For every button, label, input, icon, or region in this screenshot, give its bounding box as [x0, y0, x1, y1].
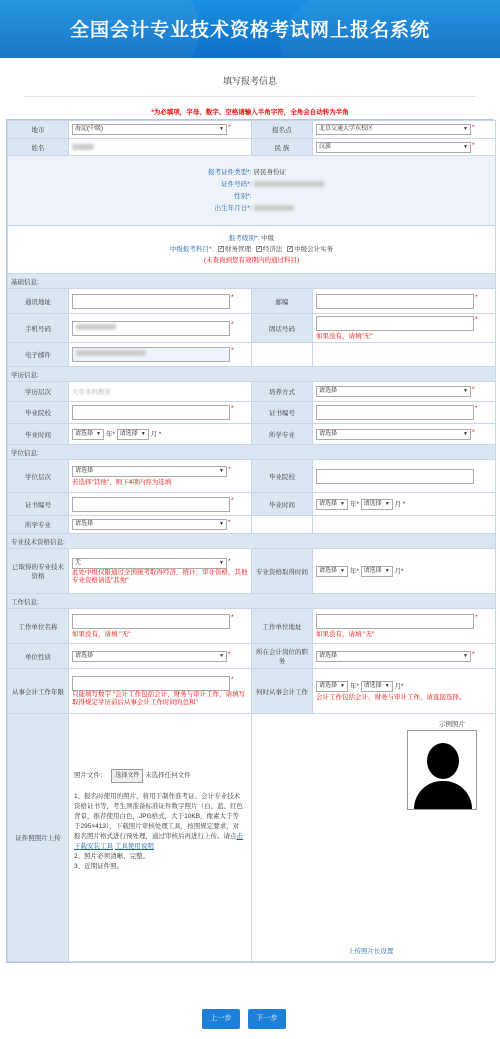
degree-time-label: 毕业时间: [252, 493, 313, 516]
id-info-block: [8, 156, 496, 226]
unit-addr-label: 工作单位地址: [252, 609, 313, 644]
choose-file-button[interactable]: 选择文件: [111, 769, 143, 783]
id-number-redacted: [254, 181, 324, 187]
edu-mode-label: 培养方式: [252, 382, 313, 402]
download-tool-link[interactable]: 击下载安装工具: [74, 833, 243, 850]
gender-label: 性别*:: [234, 192, 252, 200]
site-select[interactable]: 北京交通大学东校区 ▼: [316, 124, 471, 135]
birth-label: 出生年月日*:: [214, 204, 252, 212]
unit-type-select[interactable]: 请选择 ▼: [72, 651, 227, 662]
start-year-select[interactable]: 请选择 ▼: [316, 681, 348, 692]
tech-obtained-label: 已取得的专业技术资格: [8, 549, 69, 594]
edu-cert-input[interactable]: [316, 405, 474, 420]
unit-name-label: 工作单位名称: [8, 609, 69, 644]
name-value-redacted: [72, 144, 94, 150]
start-month-unit: 月*: [394, 683, 404, 691]
edu-level-label: 学历层次: [8, 382, 69, 402]
subject-3: 中级会计实务: [294, 246, 334, 253]
file-status: 未选择任何文件: [145, 772, 191, 779]
edu-time-label: 毕业时间: [8, 424, 69, 445]
subject-1: 财务管理: [225, 246, 252, 253]
region-select[interactable]: 海淀(中级) ▼: [72, 124, 227, 135]
unit-name-input[interactable]: [72, 614, 230, 629]
postcode-input[interactable]: [316, 294, 474, 309]
photo-instruction-3: 3、近期证件照。: [74, 863, 124, 870]
subject-2: 经济法: [262, 246, 283, 253]
photo-instruction-1: 1、报名时使用的照片，将用于制作准考证、会计专业技术资格证书等，考生须准备标准证件数字照片（白、蓝、红色背景，推荐使用白色，JPG格式，大于10KB，像素大于等于295×413），下载照片审核处理工具，按照规定要求，对报名照片格式进行预处理，通过审核后再进行上传。请点: [74, 793, 243, 840]
section-basic: 基础信息:: [8, 274, 496, 289]
degree-month-unit: 月 *: [394, 500, 406, 508]
unit-type-label: 单位性质: [8, 644, 69, 669]
postcode-label: 邮编: [252, 289, 313, 314]
degree-major-label: 所学专业: [8, 516, 69, 534]
ethnic-label: 民 族: [252, 139, 313, 156]
photo-instruction-2: 2、照片必须清晰、完整。: [74, 853, 150, 860]
section-work: 工作信息:: [8, 594, 496, 609]
years-input[interactable]: [72, 676, 230, 691]
edu-school-input[interactable]: [72, 405, 230, 420]
subtitle-divider: [24, 96, 476, 97]
degree-cert-label: 证书编号: [8, 493, 69, 516]
edu-year-unit: 年*: [105, 430, 115, 438]
start-note: 会计工作包括会计、财务与审计工作，请直接选择。: [316, 694, 466, 701]
phone-input[interactable]: [316, 316, 474, 331]
level-value: 中级: [261, 235, 275, 242]
subject-checkbox-1[interactable]: [218, 246, 224, 252]
subject-checkbox-3[interactable]: [287, 246, 293, 252]
tech-time-label: 专业资格取得时间: [252, 549, 313, 594]
subject-checkbox-2[interactable]: [256, 246, 262, 252]
tech-obtained-select[interactable]: 无 ▼: [72, 558, 227, 569]
years-label: 从事会计工作年限: [8, 669, 69, 714]
degree-select[interactable]: 请选择 ▼: [72, 466, 227, 477]
level-label: 报考级别*:: [228, 235, 260, 242]
required-notice: *为必填项，字母、数字、空格请输入半角字符，全角会自动转为半角: [151, 109, 349, 116]
unit-addr-input[interactable]: [316, 614, 474, 629]
degree-school-label: 毕业院校: [252, 460, 313, 493]
tech-month-select[interactable]: 请选择 ▼: [361, 566, 393, 577]
start-month-select[interactable]: 请选择 ▼: [361, 681, 393, 692]
address-input[interactable]: [72, 294, 230, 309]
edu-year-select[interactable]: 请选择 ▼: [72, 429, 104, 440]
edu-mode-select[interactable]: 请选择 ▼: [316, 386, 471, 397]
degree-label: 学位层次: [8, 460, 69, 493]
ethnic-select[interactable]: 汉族 ▼: [316, 142, 471, 153]
degree-major-select[interactable]: 请选择 ▼: [72, 519, 227, 530]
photo-settings-link[interactable]: 上传照片长设置: [348, 948, 394, 955]
tech-month-unit: 月*: [394, 567, 404, 575]
years-note: 只能填写数字 "会计工作包括会计、财务与审计工作，请填写取得规定学历前后从事会计工作时间的总和": [72, 690, 246, 706]
mobile-input[interactable]: [72, 321, 230, 336]
degree-month-select[interactable]: 请选择 ▼: [361, 499, 393, 510]
degree-school-input[interactable]: [316, 469, 474, 484]
edu-school-label: 毕业院校: [8, 402, 69, 424]
edu-major-label: 所学专业: [252, 424, 313, 445]
page-subtitle: 填写报考信息: [222, 76, 277, 86]
edu-major-select[interactable]: 请选择 ▼: [316, 429, 471, 440]
degree-note: 若选择"其他"，则下4项内容为选填: [72, 479, 172, 486]
tech-obtained-note: 此处中级仅限通过全国统考取得经济、统计、审计资格，其他专业资格请选"其他": [72, 568, 248, 584]
photo-label: 证件照照片上传: [8, 714, 69, 962]
position-label: 所在会计岗位的职务: [252, 644, 313, 669]
start-label: 何时从事会计工作: [252, 669, 313, 714]
app-title: 全国会计专业技术资格考试网上报名系统: [69, 20, 430, 41]
mobile-label: 手机号码: [8, 314, 69, 343]
section-edu: 学历信息:: [8, 367, 496, 382]
position-select[interactable]: 请选择 ▼: [316, 651, 471, 662]
subjects-note: (未查询到您有效期内的通过科目): [203, 257, 300, 264]
site-label: 报名点: [252, 121, 313, 139]
name-label: 姓名: [8, 139, 69, 156]
level-block: [8, 226, 496, 274]
degree-year-unit: 年*: [349, 500, 359, 508]
registration-form: 地市 海淀(中级) ▼ * 报名点 北京交通大学东校区 ▼ * 姓名 民 族 汉族 ▼ * 报考证件类型*: 居民身份证 证件号码*: 性别*: 出生年月日*: 报考级别*: 中级 中级报考科目*: ✓ 财务管理 ✓ 经济法 ✓ 中级会计实务 (未查询到您有效期内的通过科目) 基础信息: 通讯地址 * 邮编 * 手机号码 * 固话号码 * 如果没有，请填"无" 电子邮件 * 学历信息: 学历层次 大学本科教育 培养方式 请选择 ▼ * 毕业院校 * 证书编号 * 毕业时间 请选择 ▼ 年* 请选择 ▼ 月 * 所学专业 请选择 ▼ * 学位信息: 学位层次 请选择 ▼ * 若选择"其他"，则下4项内容为选填 毕业院校 证书编号 * 毕业时间 请选择 ▼ 年* 请选择 ▼ 月 * 所学专业 请选择 ▼ * 专业技术资格信息: 已取得的专业技术资格 无 ▼ * 此处中级仅限通过全国统考取得经济、统计、审计资格，其他专业资格请选"其他" 专业资格取得时间 请选择 ▼ 年* 请选择 ▼ 月* 工作信息: 工作单位名称 * 如果没有，请填 "无" 工作单位地址 * 如果没有，请填 "无" 单位性质 请选择 ▼ * 所在会计岗位的职务 请选择 ▼ * 从事会计工作年限 * 只能填写数字 "会计工作包括会计、财务与审计工作，请填写取得规定学历前后从事会计工作时间的总和" 何时从事会计工作 请选择 ▼ 年* 请选择 ▼ 月* 会计工作包括会计、财务与审计工作，请直接选择。 证件照照片上传 照片文件： 选择文件 未选择任何文件 1、报名时使用的照片，将用于制作准考证、会计专业技术资格证书等，考生须准备标准证件数字照片（白、蓝、红色背景，推荐使用白色，JPG格式，大于10KB，像素大于等于295×413），下载照片审核处理工具，按照规定要求，对报名照片格式进行预处理，通过审核后再进行上传。请点击下载安装工具 工具使用说明 2、照片必须清晰、完整。 3、近期证件照。 示例照片 上传照片长设置: [6, 119, 494, 963]
section-degree: 学位信息:: [8, 445, 496, 460]
phone-label: 固话号码: [252, 314, 313, 343]
address-label: 通讯地址: [8, 289, 69, 314]
prev-step-button[interactable]: 上一步: [202, 1009, 240, 1029]
edu-month-select[interactable]: 请选择 ▼: [117, 429, 149, 440]
tech-year-unit: 年*: [349, 567, 359, 575]
id-number-label: 证件号码*:: [221, 180, 252, 188]
sample-photo-label: 示例照片: [439, 721, 465, 728]
unit-name-note: 如果没有，请填 "无": [72, 631, 131, 638]
edu-cert-label: 证书编号: [252, 402, 313, 424]
email-label: 电子邮件: [8, 343, 69, 367]
birth-redacted: [254, 205, 294, 211]
sample-photo: [407, 730, 477, 810]
degree-year-select[interactable]: 请选择 ▼: [316, 499, 348, 510]
edu-level-value: 大学本科教育: [72, 389, 111, 396]
tool-guide-link[interactable]: 工具使用说明: [114, 843, 154, 850]
id-type-value: 居民身份证: [253, 168, 286, 176]
subjects-label: 中级报考科目*:: [169, 246, 214, 253]
region-label: 地市: [8, 121, 69, 139]
unit-addr-note: 如果没有，请填 "无": [316, 631, 375, 638]
email-input[interactable]: [72, 347, 230, 362]
phone-note: 如果没有，请填"无": [316, 333, 373, 340]
degree-cert-input[interactable]: [72, 497, 230, 512]
start-year-unit: 年*: [349, 683, 359, 691]
tech-year-select[interactable]: 请选择 ▼: [316, 566, 348, 577]
section-tech: 专业技术资格信息:: [8, 534, 496, 549]
edu-month-unit: 月 *: [150, 430, 162, 438]
id-type-label: 报考证件类型*:: [208, 168, 252, 176]
page-header: [0, 0, 500, 58]
next-step-button[interactable]: 下一步: [248, 1009, 286, 1029]
photo-file-label: 照片文件：: [74, 772, 107, 779]
